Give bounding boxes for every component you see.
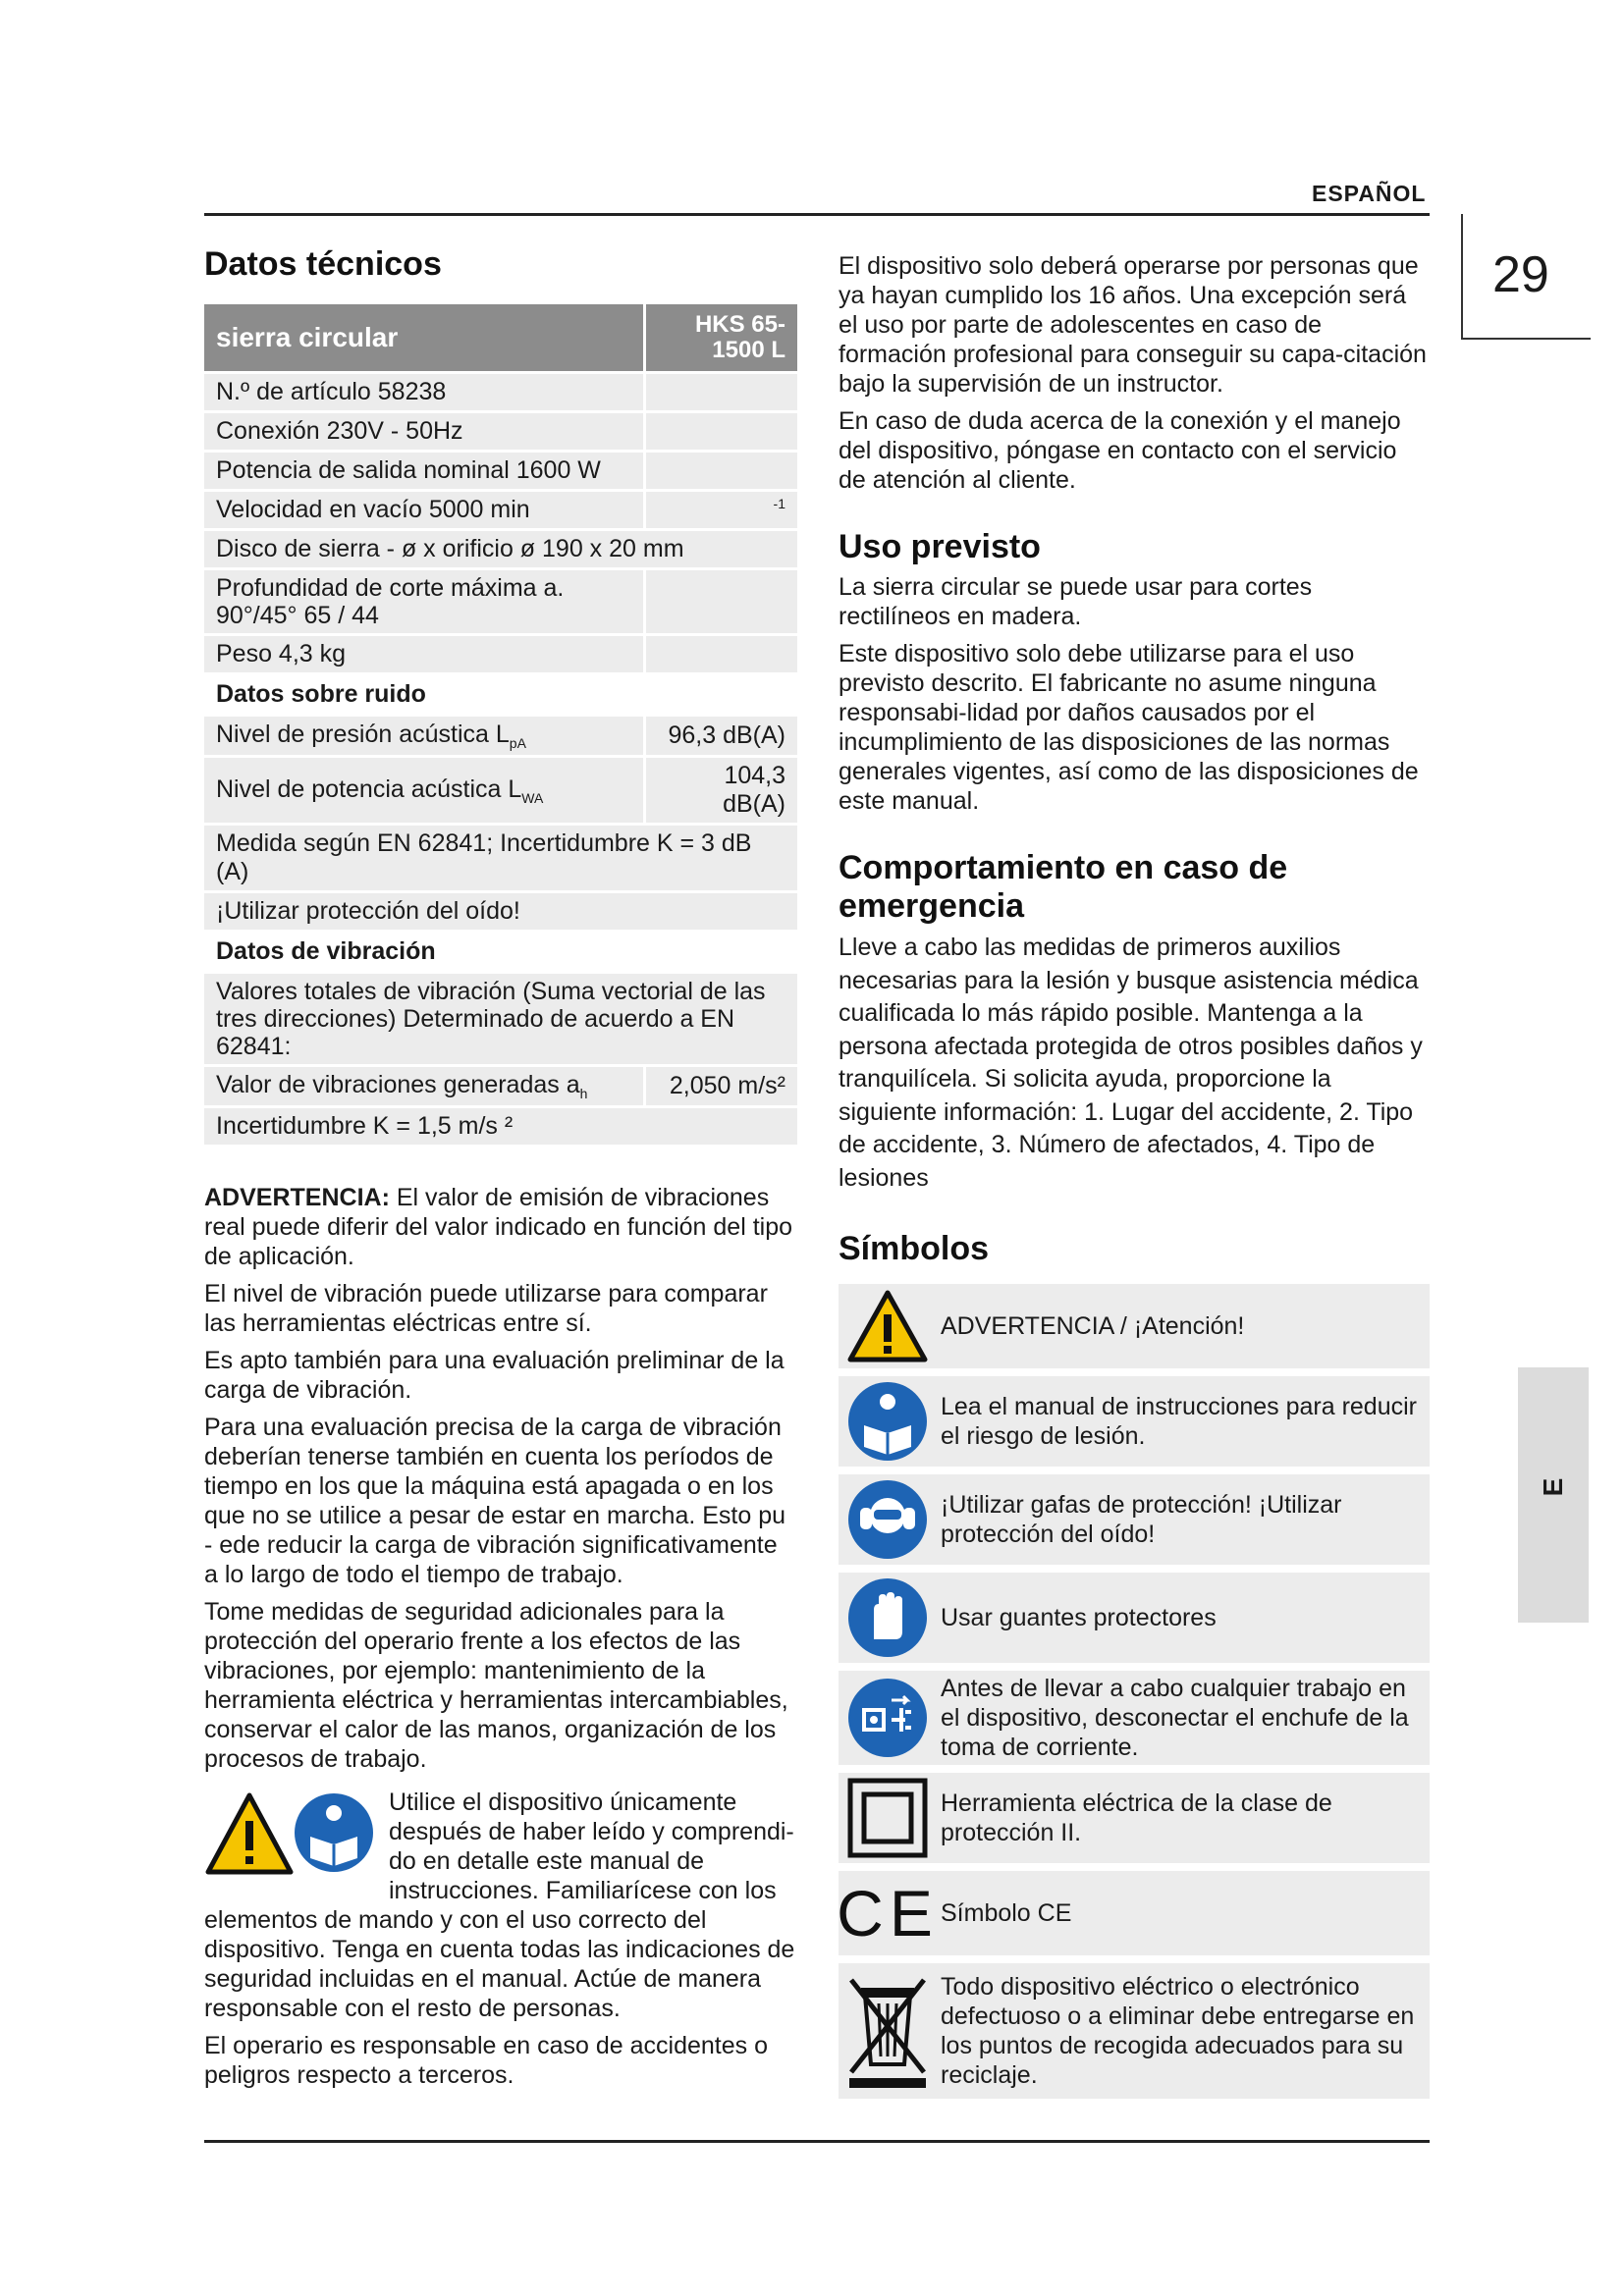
side-tab-letter: E [1538, 1477, 1568, 1497]
table-row: Valores totales de vibración (Suma vectorial de las tres direcciones) Determinado de acuerdo a EN 62841: [204, 974, 797, 1064]
footer-rule [204, 2140, 1430, 2143]
table-section-vibration: Datos de vibración [204, 933, 797, 971]
warning-triangle-icon [839, 1289, 937, 1363]
table-row: Conexión 230V - 50Hz [204, 413, 797, 450]
header-rule [204, 213, 1430, 216]
read-manual-notice [204, 1788, 797, 2090]
right-column [839, 251, 1430, 2107]
table-row: Velocidad en vacío 5000 min $^{-1}$ [204, 492, 797, 528]
intended-use-title: Uso previsto [839, 528, 1041, 565]
table-row: Nivel de potencia acústica $L_{WA}$ 104,3 dB(A) [204, 758, 797, 823]
table-header-row [204, 304, 797, 371]
product-name: sierra circular [204, 304, 643, 371]
symbol-row: CE Símbolo CE [839, 1871, 1430, 1955]
paragraph: Este dispositivo solo debe utilizarse para el uso previsto descrito. El fabricante no asume ninguna responsabi-lidad por daños causados por el incumplimiento de las disposiciones de las normas generales vigentes, así como de las disposiciones de este manual. [839, 640, 1419, 815]
language-label: ESPAÑOL [1312, 181, 1427, 206]
table-row: Disco de sierra - ø x orificio ø 190 x 20 mm [204, 531, 797, 567]
table-row: Medida según EN 62841; Incertidumbre K = 3 dB (A) [204, 826, 797, 890]
specs-table [204, 301, 797, 1148]
paragraph: El dispositivo solo deberá operarse por personas que ya hayan cumplido los 16 años. Una excepción será el uso por parte de adolescentes en caso de formación profesional para conseguir su capa-citación bajo la supervisión de un instructor. [839, 252, 1427, 398]
paragraph: Utilice el dispositivo únicamente después de haber leído y comprendi-do en detalle este manual de instrucciones. Familiarícese con los elementos de mando y con el uso correcto del dispositivo. Tenga en cuenta todas las indicaciones de seguridad incluidas en el manual. Actúe de manera responsable con el resto de personas. [204, 1789, 795, 2023]
paragraph: Lleve a cabo las medidas de primeros auxilios necesarias para la lesión y busque asistencia médica cualificada lo más rápido posible. Mantenga a la persona afectada protegida de otros posibles daños y tranquilícela. Si solicita ayuda, proporcione la siguiente información: 1. Lugar del accidente, 2. Tipo de accidente, 3. Número de afectados, 4. Tipo de lesiones [839, 934, 1423, 1192]
warning-paragraph: ADVERTENCIA: El valor de emisión de vibraciones real puede diferir del valor indicado en función del tipo de aplicación. [204, 1184, 792, 1271]
table-row: Potencia de salida nominal 1600 W [204, 453, 797, 489]
symbol-row: Lea el manual de instrucciones para reducir el riesgo de lesión. [839, 1376, 1430, 1467]
symbol-row: Todo dispositivo eléctrico o electrónico defectuoso o a eliminar debe entregarse en los puntos de recogida adecuados para su reciclaje. [839, 1963, 1430, 2099]
emergency-title: Comportamiento en caso de emergencia [839, 849, 1288, 925]
left-column [204, 245, 797, 2098]
gloves-icon [839, 1576, 937, 1659]
symbol-row: Usar guantes protectores [839, 1573, 1430, 1663]
table-row: Nivel de presión acústica $L_{pA}$ 96,3 dB(A) [204, 717, 797, 755]
table-row: Valor de vibraciones generadas $a_h$ 2,050 m/s² [204, 1067, 797, 1105]
paragraph: El operario es responsable en caso de accidentes o peligros respecto a terceros. [204, 2032, 768, 2090]
paragraph: La sierra circular se puede usar para cortes rectilíneos en madera. [839, 573, 1313, 630]
technical-data-title: Datos técnicos [204, 245, 442, 283]
warning-and-manual-icons [204, 1788, 383, 1882]
symbol-row: Herramienta eléctrica de la clase de protección II. [839, 1773, 1430, 1863]
table-row: Profundidad de corte máxima a. 90°/45° 65 / 44 [204, 570, 797, 633]
symbols-table [839, 1284, 1430, 2099]
vibration-warning [204, 1183, 797, 1774]
paragraph: Es apto también para una evaluación preliminar de la carga de vibración. [204, 1347, 785, 1405]
weee-bin-icon [839, 1970, 937, 2092]
table-row: Incertidumbre K = 1,5 m/s ² [204, 1108, 797, 1145]
table-row: Peso 4,3 kg [204, 636, 797, 672]
symbol-row: ¡Utilizar gafas de protección! ¡Utilizar protección del oído! [839, 1474, 1430, 1565]
paragraph: Para una evaluación precisa de la carga de vibración deberían tenerse también en cuenta los períodos de tiempo en los que la máquina está apagada o en los que no se utilice a pesar de estar en marcha. Esto pu - ede reducir la carga de vibración significativamente a lo largo de todo el tiempo de trabajo. [204, 1414, 786, 1589]
table-row: N.º de artículo 58238 [204, 374, 797, 410]
model-name: HKS 65-1500 L [643, 304, 797, 371]
symbol-row: ADVERTENCIA / ¡Atención! [839, 1284, 1430, 1368]
paragraph: En caso de duda acerca de la conexión y el manejo del dispositivo, póngase en contacto con el servicio de atención al cliente. [839, 407, 1401, 494]
paragraph: El nivel de vibración puede utilizarse para comparar las herramientas eléctricas entre sí. [204, 1280, 768, 1338]
side-language-tab [1518, 1367, 1589, 1623]
class-ii-icon [839, 1777, 937, 1859]
read-manual-icon [839, 1380, 937, 1463]
symbol-row: Antes de llevar a cabo cualquier trabajo en el dispositivo, desconectar el enchufe de la toma de corriente. [839, 1671, 1430, 1765]
symbols-title: Símbolos [839, 1230, 990, 1267]
unplug-icon [839, 1677, 937, 1759]
table-section-noise: Datos sobre ruido [204, 675, 797, 714]
paragraph: Tome medidas de seguridad adicionales para la protección del operario frente a los efectos de las vibraciones, por ejemplo: mantenimiento de la herramienta eléctrica y herramientas intercambiables, conservar el calor de las manos, organización de los procesos de trabajo. [204, 1598, 788, 1774]
ce-mark-icon: CE [837, 1877, 939, 1949]
page-number: 29 [1492, 246, 1549, 303]
table-row: ¡Utilizar protección del oído! [204, 893, 797, 930]
goggles-ear-protection-icon [839, 1478, 937, 1561]
